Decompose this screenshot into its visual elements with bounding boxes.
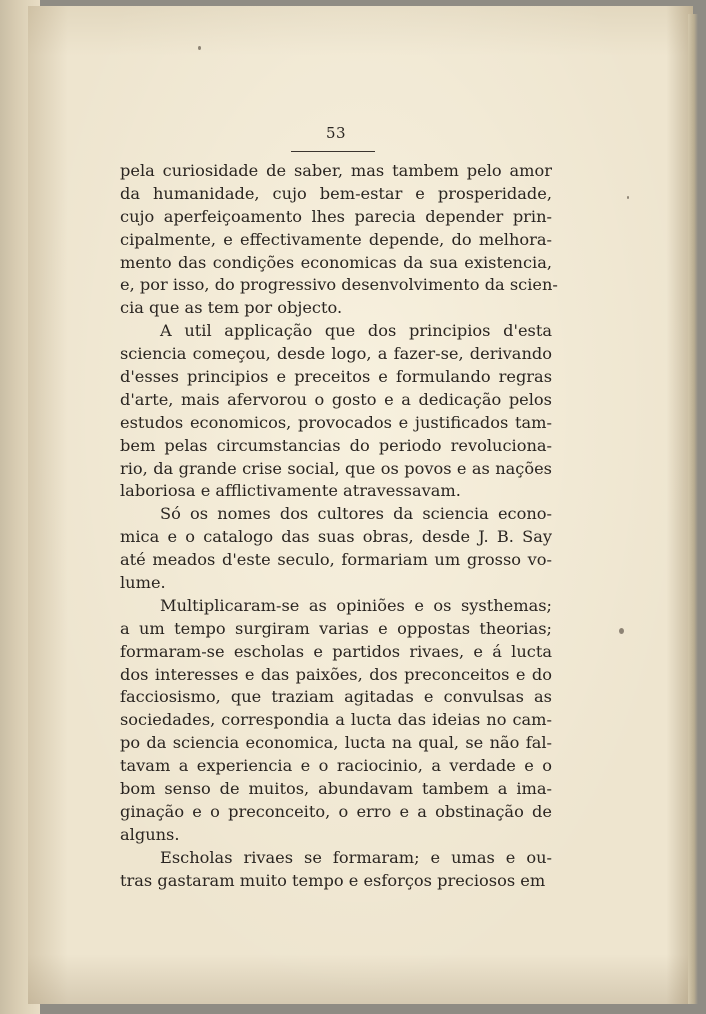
text-line: d'arte, mais afervorou o gosto e a dedicação pelos (120, 389, 552, 409)
header-rule (291, 151, 375, 152)
page-number: 53 (325, 124, 347, 142)
paragraph (120, 160, 558, 320)
text-line: A util applicação que dos principios d'esta (160, 321, 552, 341)
text-line: mica e o catalogo das suas obras, desde J. B. Say (120, 527, 552, 547)
body-text (120, 160, 558, 893)
text-line: e, por isso, do progressivo desenvolvimento da scien- (120, 275, 558, 295)
text-line: da humanidade, cujo bem-estar e prosperidade, (120, 183, 552, 203)
text-line: cujo aperfeiçoamento lhes parecia depender prin- (120, 206, 552, 226)
text-line: po da sciencia economica, lucta na qual, se não fal- (120, 733, 552, 753)
paper-speck (619, 628, 624, 634)
text-line: rio, da grande crise social, que os povos e as nações (120, 458, 552, 478)
paper-speck (627, 196, 629, 199)
paragraph (120, 503, 552, 595)
text-line: pela curiosidade de saber, mas tambem pelo amor (120, 161, 552, 180)
text-line: sciencia começou, desde logo, a fazer-se, derivando (120, 344, 552, 364)
text-line: tavam a experiencia e o raciocinio, a verdade e o (120, 756, 552, 776)
text-line: cipalmente, e effectivamente depende, do melhora- (120, 229, 552, 249)
right-page-edge (688, 14, 698, 1004)
text-line: tras gastaram muito tempo e esforços preciosos em (120, 870, 546, 890)
text-line: d'esses principios e preceitos e formulando regras (120, 367, 552, 387)
text-line: alguns. (120, 824, 180, 844)
paper-speck (198, 46, 201, 50)
paragraph (120, 320, 552, 503)
text-line: dos interesses e das paixões, dos preconceitos e do (120, 664, 552, 684)
text-line: a um tempo surgiram varias e oppostas theorias; (120, 618, 552, 638)
text-line: Multiplicaram-se as opiniões e os systhemas; (160, 595, 552, 615)
text-line: Só os nomes dos cultores da sciencia econo- (160, 504, 552, 524)
text-line: facciosismo, que traziam agitadas e convulsas as (120, 687, 552, 707)
text-line: mento das condições economicas da sua existencia, (120, 252, 552, 272)
text-line: cia que as tem por objecto. (120, 298, 343, 318)
paragraph (120, 847, 552, 893)
text-line: até meados d'este seculo, formariam um grosso vo- (120, 550, 552, 570)
text-line: laboriosa e afflictivamente atravessavam. (120, 481, 461, 501)
text-line: sociedades, correspondia a lucta das ideias no cam- (120, 710, 552, 730)
text-line: bem pelas circumstancias do periodo revoluciona- (120, 435, 552, 455)
text-line: estudos economicos, provocados e justificados tam- (120, 412, 552, 432)
text-line: bom senso de muitos, abundavam tambem a ima- (120, 779, 552, 799)
text-line: formaram-se escholas e partidos rivaes, e á lucta (120, 641, 552, 661)
text-line: ginação e o preconceito, o erro e a obstinação de (120, 801, 552, 821)
text-line: lume. (120, 573, 166, 593)
text-line: Escholas rivaes se formaram; e umas e ou- (160, 847, 552, 867)
paragraph (120, 595, 552, 847)
